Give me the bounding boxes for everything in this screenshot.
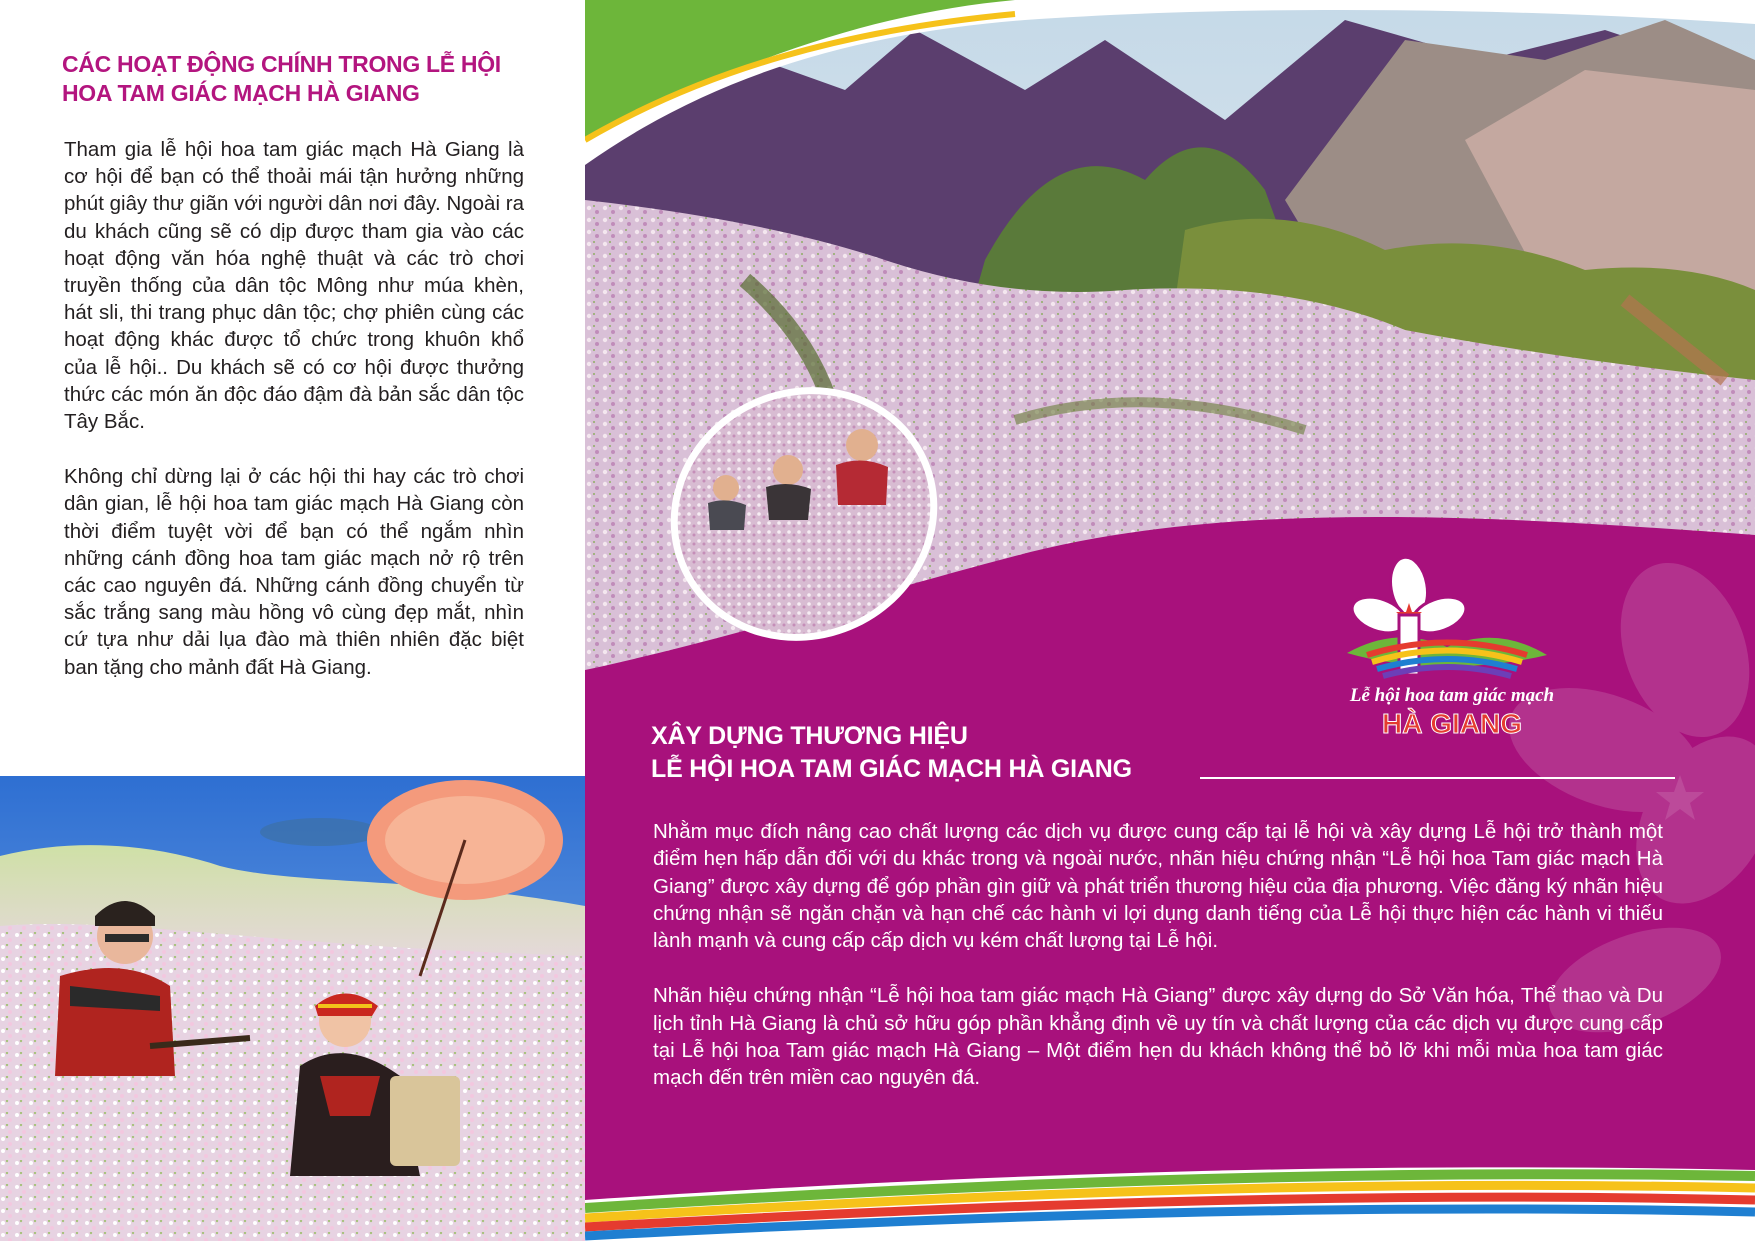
right-paragraph-1: Nhằm mục đích nâng cao chất lượng các dịch vụ được cung cấp tại lễ hội và xây dựng Lễ hội trở thành một điểm hẹn hấp dẫn đối với du khác trong và ngoài nước, nhãn hiệu chứng nhận “Lễ hội hoa Tam giác mạch Hà Giang” được xây dựng để góp phần gìn giữ và phát triển thương hiệu của địa phương. Việc đăng ký nhãn hiệu chứng nhận sẽ ngăn chặn và hạn chế các hành vi lợi dụng danh tiếng của Lễ hội thực hiện các hành vi thiếu lành mạnh và cung cấp cấp dịch vụ kém chất lượng tại Lễ hội. (653, 820, 1663, 953)
right-section-body (653, 818, 1663, 1120)
right-paragraph-2: Nhãn hiệu chứng nhận “Lễ hội hoa tam giác mạch Hà Giang” được xây dựng do Sở Văn hóa, Thể thao và Du lịch tỉnh Hà Giang là chủ sở hữu góp phần khẳng định về uy tín và chất lượng của các dịch vụ được cung cấp tại Lễ hội hoa Tam giác mạch Hà Giang – Một điểm hẹn du khách không thể bỏ lỡ khi mỗi mùa hoa tam giác mạch đến trên miền cao nguyên đá. (653, 984, 1663, 1090)
right-section-title (651, 720, 1132, 786)
title-underline (1200, 777, 1675, 779)
couple-umbrella-photo (0, 776, 585, 1241)
right-title-line-2: LỄ HỘI HOA TAM GIÁC MẠCH HÀ GIANG (651, 755, 1132, 783)
rainbow-bottom-ribbon (585, 1150, 1755, 1241)
left-paragraph-2: Không chỉ dừng lại ở các hội thi hay các trò chơi dân gian, lễ hội hoa tam giác mạch Hà Giang còn thời điểm tuyệt vời để bạn có thể ngắm nhìn những cánh đồng hoa tam giác mạch nở rộ trên các cao nguyên đá. Những cánh đồng chuyển từ sắc trắng sang màu hồng vô cùng đẹp mắt, nhìn cứ tựa như dải lụa đào mà thiên nhiên đặc biệt ban tặng cho mảnh đất Hà Giang. (64, 465, 524, 679)
children-inset-photo (666, 385, 942, 643)
right-column (585, 0, 1755, 1241)
festival-logo (1327, 555, 1577, 745)
flower-logo-icon (1327, 555, 1577, 745)
left-section-body (64, 136, 524, 709)
left-section-title: CÁC HOẠT ĐỘNG CHÍNH TRONG LỄ HỘI HOA TAM GIÁC MẠCH HÀ GIANG (62, 51, 501, 106)
left-column (0, 0, 585, 1241)
logo-name-text: HÀ GIANG (1382, 708, 1522, 739)
right-title-line-1: XÂY DỰNG THƯƠNG HIỆU (651, 722, 968, 750)
left-paragraph-1: Tham gia lễ hội hoa tam giác mạch Hà Giang là cơ hội để bạn có thể thoải mái tận hưởng những phút giây thư giãn với người dân nơi đây. Ngoài ra du khách cũng sẽ có dịp được tham gia vào các hoạt động văn hóa nghệ thuật và các trò chơi truyền thống của dân tộc Mông như múa khèn, hát sli, thi trang phục dân tộc; chợ phiên cùng các hoạt động khác được tổ chức trong khuôn khổ của lễ hội.. Du khách sẽ có cơ hội được thưởng thức các món ăn độc đáo đậm đà bản sắc dân tộc Tây Bắc. (64, 138, 524, 434)
logo-script-text: Lễ hội hoa tam giác mạch (1349, 685, 1555, 706)
